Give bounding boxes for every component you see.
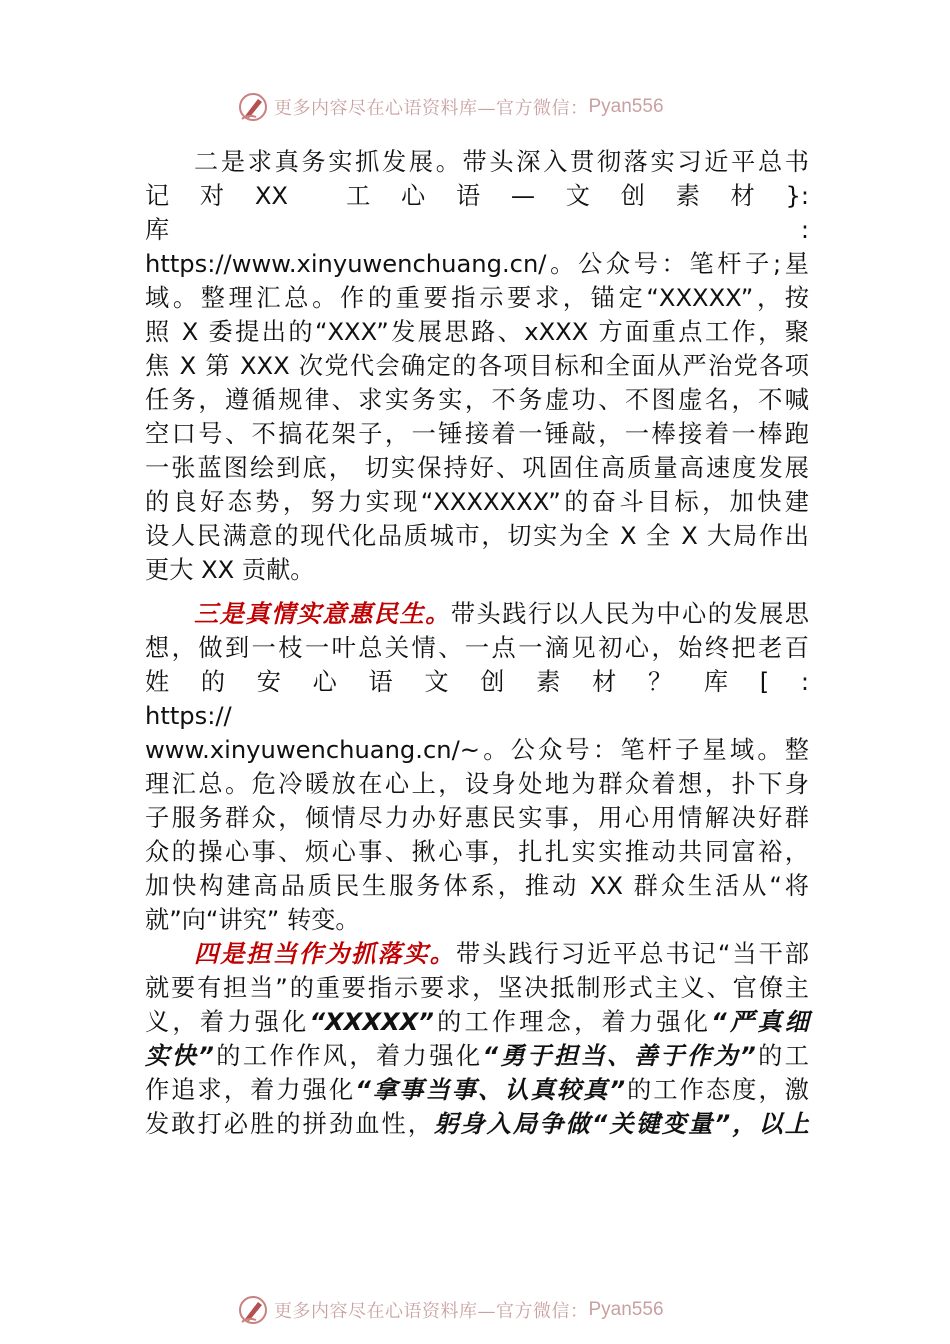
emphasis-text: “严真细	[711, 1008, 809, 1036]
text-line: https://www.xinyuwenchuang.cn/。公众号：笔杆子;星	[145, 250, 809, 278]
watermark-wechat-id: Pyan556	[588, 1299, 664, 1320]
pen-logo-icon	[236, 90, 270, 124]
text-line: 记 对 XX 工 心 语 — 文 创 素 材 }: 库 :	[145, 182, 834, 244]
section-heading: 四是担当作为抓落实。	[194, 940, 456, 968]
emphasis-text: “勇于担当、善于作为”	[482, 1042, 756, 1070]
text-line: 设人民满意的现代化品质城市，切实为全 X 全 X 大局作出	[145, 522, 809, 550]
text-line: 就要有担当”的重要指示要求，坚决抵制形式主义、官僚主	[145, 974, 809, 1002]
text-line: 照 X 委提出的“XXX”发展思路、xXXX 方面重点工作，聚	[145, 318, 809, 346]
text-line: 义，着力强化“XXXXX”的工作理念，着力强化“严真细	[145, 1008, 809, 1036]
emphasis-text: “XXXXX”	[309, 1008, 434, 1036]
text-line: 作追求，着力强化“拿事当事、认真较真”的工作态度，激	[145, 1076, 809, 1104]
text-line: 理汇总。危冷暖放在心上，设身处地为群众着想，扑下身	[145, 770, 809, 798]
text-line: 焦 X 第 XXX 次党代会确定的各项目标和全面从严治党各项	[145, 352, 809, 380]
emphasis-text: “拿事当事、认真较真”	[355, 1076, 626, 1104]
section-heading: 三是真情实意惠民生。	[194, 600, 451, 628]
watermark-wechat-id: Pyan556	[588, 96, 664, 117]
text-line: 姓 的 安 心 语 文 创 素 材 ？ 库 [ : https://	[145, 668, 834, 730]
paragraph-2	[145, 145, 834, 587]
text-line: 三是真情实意惠民生。带头践行以人民为中心的发展思	[194, 600, 809, 628]
text-line: www.xinyuwenchuang.cn/~。公众号：笔杆子星域。整	[145, 736, 809, 764]
footer-watermark	[236, 1293, 756, 1327]
text-line: 发敢打必胜的拼劲血性，躬身入局争做“关键变量”，以上	[145, 1110, 809, 1138]
text-line: 域。整理汇总。作的重要指示要求，锚定“XXXXX”，按	[145, 284, 809, 312]
text-line: 空口号、不搞花架子，一锤接着一锤敲，一棒接着一棒跑	[145, 420, 809, 448]
text-line: 的良好态势，努力实现“XXXXXXX”的奋斗目标，加快建	[145, 488, 809, 516]
text-line: 就”向“讲究” 转变。	[145, 906, 360, 934]
text-line: 众的操心事、烦心事、揪心事，扎扎实实推动共同富裕，	[145, 838, 809, 866]
emphasis-text: 实快”	[145, 1042, 214, 1070]
watermark-text: 更多内容尽在心语资料库—官方微信：	[274, 98, 589, 119]
text-line: 加快构建高品质民生服务体系，推动 XX 群众生活从“将	[145, 872, 809, 900]
text-line: 任务，遵循规律、求实务实，不务虚功、不图虚名，不喊	[145, 386, 809, 414]
text-line: 实快”的工作作风，着力强化“勇于担当、善于作为”的工	[145, 1042, 809, 1070]
watermark-text: 更多内容尽在心语资料库—官方微信：	[274, 1301, 589, 1322]
text-line: 子服务群众，倾情尽力办好惠民实事，用心用情解决好群	[145, 804, 809, 832]
text-line: 四是担当作为抓落实。带头践行习近平总书记“当干部	[194, 940, 809, 968]
document-body	[145, 145, 834, 1141]
paragraph-3	[145, 597, 834, 937]
header-watermark	[236, 90, 756, 124]
pen-logo-icon	[236, 1293, 270, 1327]
paragraph-4	[145, 937, 809, 1141]
text-line: 更大 XX 贡献。	[145, 556, 315, 584]
text-line: 二是求真务实抓发展。带头深入贯彻落实习近平总书	[194, 148, 809, 176]
text-line: 想，做到一枝一叶总关情、一点一滴见初心，始终把老百	[145, 634, 809, 662]
emphasis-text: 躬身入局争做“关键变量”，以上	[434, 1110, 809, 1138]
text-line: 一张蓝图绘到底， 切实保持好、巩固住高质量高速度发展	[145, 454, 809, 482]
